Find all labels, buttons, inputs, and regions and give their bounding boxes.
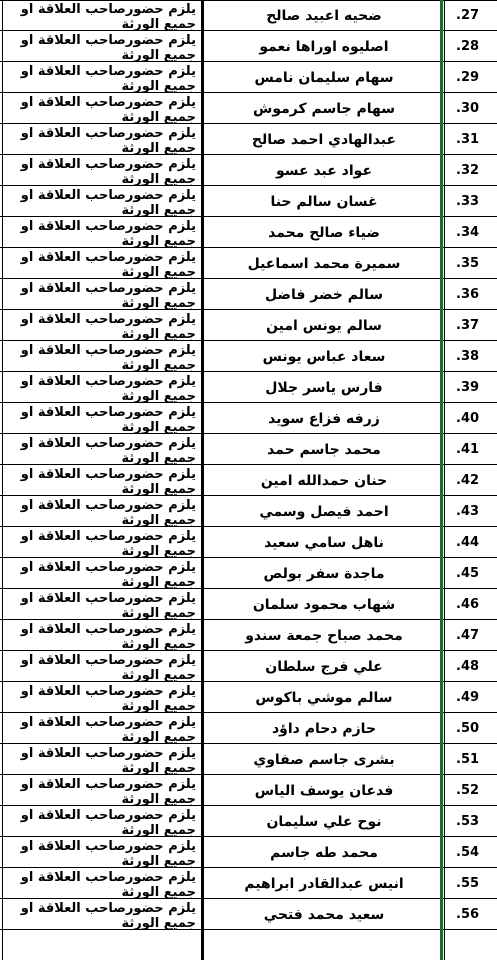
note-cell: يلزم حضورصاحب العلاقة او جميع الورثة bbox=[20, 343, 196, 372]
table-row bbox=[0, 528, 497, 558]
note-cell: يلزم حضورصاحب العلاقة او جميع الورثة bbox=[20, 684, 196, 713]
note-cell: يلزم حضورصاحب العلاقة او جميع الورثة bbox=[20, 715, 196, 744]
name-cell: حنان حمدالله امين bbox=[260, 473, 388, 489]
table-row bbox=[0, 559, 497, 589]
number-cell: .33 bbox=[456, 194, 480, 209]
column-divider-accent bbox=[440, 0, 443, 960]
name-cell: سعيد محمد فتحي bbox=[263, 907, 385, 923]
name-cell: بشرى جاسم صفاوي bbox=[253, 752, 395, 768]
note-cell: يلزم حضورصاحب العلاقة او جميع الورثة bbox=[20, 870, 196, 899]
name-cell: عبدالهادي احمد صالح bbox=[251, 132, 397, 148]
note-cell: يلزم حضورصاحب العلاقة او جميع الورثة bbox=[20, 33, 196, 62]
table-row bbox=[0, 342, 497, 372]
note-cell: يلزم حضورصاحب العلاقة او جميع الورثة bbox=[20, 808, 196, 837]
table-row bbox=[0, 1, 497, 31]
note-cell: يلزم حضورصاحب العلاقة او جميع الورثة bbox=[20, 2, 196, 31]
number-cell: .40 bbox=[456, 411, 480, 426]
table-row bbox=[0, 32, 497, 62]
name-cell: محمد جاسم حمد bbox=[267, 442, 381, 458]
number-cell: .47 bbox=[456, 628, 480, 643]
table-row bbox=[0, 249, 497, 279]
table-row bbox=[0, 869, 497, 899]
name-cell: انيس عبدالقادر ابراهيم bbox=[244, 876, 404, 892]
table-row bbox=[0, 187, 497, 217]
name-cell: سالم موشي باكوس bbox=[255, 690, 393, 706]
number-cell: .56 bbox=[456, 907, 480, 922]
table-row bbox=[0, 94, 497, 124]
number-cell: .31 bbox=[456, 132, 480, 147]
note-cell: يلزم حضورصاحب العلاقة او جميع الورثة bbox=[20, 64, 196, 93]
name-cell: سهام جاسم كرموش bbox=[253, 101, 395, 117]
note-cell: يلزم حضورصاحب العلاقة او جميع الورثة bbox=[20, 591, 196, 620]
note-cell: يلزم حضورصاحب العلاقة او جميع الورثة bbox=[20, 436, 196, 465]
name-cell: غسان سالم حنا bbox=[270, 194, 378, 210]
number-cell: .34 bbox=[456, 225, 480, 240]
table-row bbox=[0, 652, 497, 682]
number-cell: .50 bbox=[456, 721, 480, 736]
number-cell: .53 bbox=[456, 814, 480, 829]
number-cell: .55 bbox=[456, 876, 480, 891]
number-cell: .32 bbox=[456, 163, 480, 178]
name-cell: محمد طه جاسم bbox=[270, 845, 378, 861]
table-row bbox=[0, 218, 497, 248]
number-cell: .46 bbox=[456, 597, 480, 612]
table-row bbox=[0, 280, 497, 310]
number-cell: .44 bbox=[456, 535, 480, 550]
number-cell: .52 bbox=[456, 783, 480, 798]
number-cell: .43 bbox=[456, 504, 480, 519]
name-cell: حازم دحام داؤد bbox=[271, 721, 377, 737]
table-row bbox=[0, 714, 497, 744]
number-cell: .51 bbox=[456, 752, 480, 767]
note-cell: يلزم حضورصاحب العلاقة او جميع الورثة bbox=[20, 157, 196, 186]
note-cell: يلزم حضورصاحب العلاقة او جميع الورثة bbox=[20, 529, 196, 558]
left-border bbox=[2, 0, 3, 960]
number-cell: .39 bbox=[456, 380, 480, 395]
number-cell: .30 bbox=[456, 101, 480, 116]
number-cell: .28 bbox=[456, 39, 480, 54]
name-cell: سالم يونس امين bbox=[266, 318, 382, 334]
note-cell: يلزم حضورصاحب العلاقة او جميع الورثة bbox=[20, 901, 196, 930]
note-cell: يلزم حضورصاحب العلاقة او جميع الورثة bbox=[20, 126, 196, 155]
table-row bbox=[0, 311, 497, 341]
table-row bbox=[0, 497, 497, 527]
name-cell: شهاب محمود سلمان bbox=[252, 597, 396, 613]
name-cell: ماجدة سفر بولص bbox=[263, 566, 385, 582]
note-cell: يلزم حضورصاحب العلاقة او جميع الورثة bbox=[20, 281, 196, 310]
number-cell: .27 bbox=[456, 8, 480, 23]
number-cell: .42 bbox=[456, 473, 480, 488]
name-cell: علي فرج سلطان bbox=[265, 659, 383, 675]
number-cell: .36 bbox=[456, 287, 480, 302]
note-cell: يلزم حضورصاحب العلاقة او جميع الورثة bbox=[20, 467, 196, 496]
note-cell: يلزم حضورصاحب العلاقة او جميع الورثة bbox=[20, 560, 196, 589]
note-cell: يلزم حضورصاحب العلاقة او جميع الورثة bbox=[20, 777, 196, 806]
number-cell: .54 bbox=[456, 845, 480, 860]
name-cell: سعاد عباس يونس bbox=[262, 349, 386, 365]
number-cell: .35 bbox=[456, 256, 480, 271]
note-cell: يلزم حضورصاحب العلاقة او جميع الورثة bbox=[20, 498, 196, 527]
note-cell: يلزم حضورصاحب العلاقة او جميع الورثة bbox=[20, 250, 196, 279]
table-row bbox=[0, 590, 497, 620]
name-cell: احمد فيصل وسمي bbox=[259, 504, 389, 520]
name-cell: فارس ياسر جلال bbox=[265, 380, 383, 396]
note-cell: يلزم حضورصاحب العلاقة او جميع الورثة bbox=[20, 95, 196, 124]
table-row bbox=[0, 838, 497, 868]
name-cell: ضياء صالح محمد bbox=[268, 225, 380, 241]
note-cell: يلزم حضورصاحب العلاقة او جميع الورثة bbox=[20, 622, 196, 651]
table-row bbox=[0, 156, 497, 186]
table-row bbox=[0, 745, 497, 775]
note-cell: يلزم حضورصاحب العلاقة او جميع الورثة bbox=[20, 405, 196, 434]
note-cell: يلزم حضورصاحب العلاقة او جميع الورثة bbox=[20, 312, 196, 341]
table-row bbox=[0, 466, 497, 496]
note-cell: يلزم حضورصاحب العلاقة او جميع الورثة bbox=[20, 746, 196, 775]
name-cell: ناهل سامي سعيد bbox=[264, 535, 384, 551]
name-cell: نوح علي سليمان bbox=[266, 814, 382, 830]
number-cell: .41 bbox=[456, 442, 480, 457]
name-cell: سهام سليمان نامس bbox=[254, 70, 394, 86]
number-cell: .37 bbox=[456, 318, 480, 333]
number-cell: .45 bbox=[456, 566, 480, 581]
name-cell: اصليوه اوراها نعمو bbox=[259, 39, 389, 55]
number-cell: .49 bbox=[456, 690, 480, 705]
name-cell: محمد صباح جمعة سندو bbox=[245, 628, 403, 644]
name-cell: سالم خضر فاضل bbox=[264, 287, 384, 303]
name-cell: ضحيه اعبيد صالح bbox=[266, 8, 382, 24]
table-row bbox=[0, 435, 497, 465]
table-row bbox=[0, 63, 497, 93]
note-cell: يلزم حضورصاحب العلاقة او جميع الورثة bbox=[20, 839, 196, 868]
note-cell: يلزم حضورصاحب العلاقة او جميع الورثة bbox=[20, 219, 196, 248]
note-cell: يلزم حضورصاحب العلاقة او جميع الورثة bbox=[20, 653, 196, 682]
table-row bbox=[0, 621, 497, 651]
table-row bbox=[0, 373, 497, 403]
table-row bbox=[0, 125, 497, 155]
column-divider-number bbox=[444, 0, 445, 960]
table-row bbox=[0, 807, 497, 837]
table-row bbox=[0, 683, 497, 713]
name-cell: سميرة محمد اسماعيل bbox=[247, 256, 401, 272]
name-cell: عواد عبد عسو bbox=[275, 163, 373, 179]
number-cell: .29 bbox=[456, 70, 480, 85]
table-row bbox=[0, 404, 497, 434]
table-row bbox=[0, 776, 497, 806]
number-cell: .38 bbox=[456, 349, 480, 364]
number-cell: .48 bbox=[456, 659, 480, 674]
table-row bbox=[0, 900, 497, 930]
note-cell: يلزم حضورصاحب العلاقة او جميع الورثة bbox=[20, 374, 196, 403]
name-cell: زرفه فزاع سويد bbox=[268, 411, 380, 427]
column-divider-note bbox=[201, 0, 204, 960]
note-cell: يلزم حضورصاحب العلاقة او جميع الورثة bbox=[20, 188, 196, 217]
name-cell: فدعان يوسف الياس bbox=[254, 783, 394, 799]
